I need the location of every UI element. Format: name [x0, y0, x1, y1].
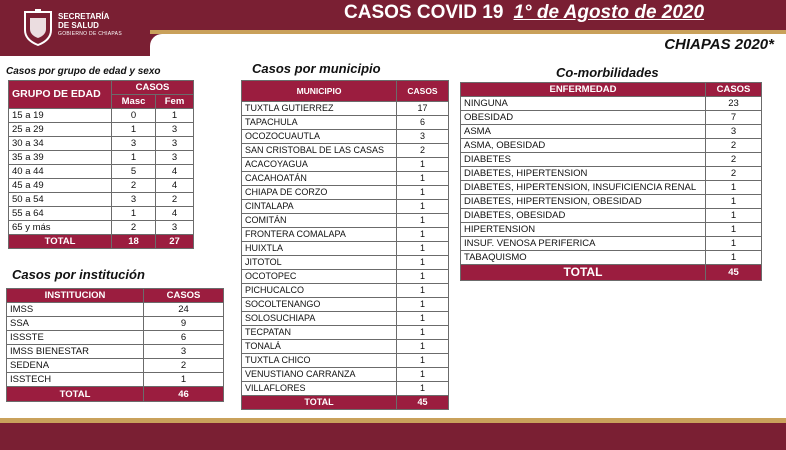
- row-label: IMSS: [7, 303, 144, 317]
- table-row: [7, 303, 224, 317]
- row-value: 1: [397, 242, 449, 256]
- row-label: ISSSTE: [7, 331, 144, 345]
- row-label: 55 a 64: [9, 207, 112, 221]
- table-row: [461, 251, 762, 265]
- municipio-title: Casos por municipio: [252, 61, 381, 76]
- row-label: TAPACHULA: [242, 116, 397, 130]
- row-value: 1: [397, 172, 449, 186]
- row-value: 6: [144, 331, 224, 345]
- row-label: SOCOLTENANGO: [242, 298, 397, 312]
- edad-table: [8, 80, 194, 249]
- row-value: 1: [397, 298, 449, 312]
- table-row: [242, 382, 449, 396]
- table-row: [242, 270, 449, 284]
- row-value: 2: [706, 153, 762, 167]
- row-value: 3: [112, 137, 156, 151]
- table-row: [7, 331, 224, 345]
- row-value: 1: [112, 123, 156, 137]
- table-row: [242, 284, 449, 298]
- logo-line-2: DE SALUD: [58, 21, 99, 30]
- row-label: CHIAPA DE CORZO: [242, 186, 397, 200]
- row-label: JITOTOL: [242, 256, 397, 270]
- row-value: 1: [706, 195, 762, 209]
- row-label: DIABETES, HIPERTENSION, INSUFICIENCIA RENAL: [461, 181, 706, 195]
- table-row: [7, 317, 224, 331]
- row-value: 1: [706, 237, 762, 251]
- row-value: 1: [397, 284, 449, 298]
- row-value: 1: [156, 109, 194, 123]
- table-row: [9, 193, 194, 207]
- row-value: 9: [144, 317, 224, 331]
- state-label: CHIAPAS 2020*: [664, 36, 774, 53]
- table-row: [242, 144, 449, 158]
- col-casos: CASOS: [112, 81, 194, 95]
- row-value: 0: [112, 109, 156, 123]
- col-casos: CASOS: [706, 83, 762, 97]
- table-row: [242, 130, 449, 144]
- row-value: 3: [156, 221, 194, 235]
- municipio-table: [241, 80, 449, 410]
- row-value: 2: [397, 144, 449, 158]
- row-label: 50 a 54: [9, 193, 112, 207]
- total-label: TOTAL: [9, 235, 112, 249]
- row-label: ASMA: [461, 125, 706, 139]
- row-label: DIABETES, HIPERTENSION: [461, 167, 706, 181]
- row-value: 1: [397, 368, 449, 382]
- table-row: [9, 165, 194, 179]
- table-row: [242, 116, 449, 130]
- row-label: OCOTOPEC: [242, 270, 397, 284]
- col-municipio: MUNICIPIO: [242, 81, 397, 102]
- row-value: 1: [397, 200, 449, 214]
- row-value: 3: [397, 130, 449, 144]
- row-value: 1: [706, 209, 762, 223]
- row-label: ACACOYAGUA: [242, 158, 397, 172]
- table-row: [242, 256, 449, 270]
- row-value: 1: [397, 354, 449, 368]
- table-row: [9, 109, 194, 123]
- row-value: 2: [112, 221, 156, 235]
- row-value: 5: [112, 165, 156, 179]
- table-row: [242, 186, 449, 200]
- row-value: 17: [397, 102, 449, 116]
- row-label: COMITÁN: [242, 214, 397, 228]
- row-value: 1: [397, 312, 449, 326]
- row-label: 25 a 29: [9, 123, 112, 137]
- table-row: [242, 312, 449, 326]
- row-label: SEDENA: [7, 359, 144, 373]
- edad-title: Casos por grupo de edad y sexo: [6, 66, 161, 77]
- row-value: 7: [706, 111, 762, 125]
- row-label: INSUF. VENOSA PERIFERICA: [461, 237, 706, 251]
- row-value: 3: [156, 151, 194, 165]
- row-label: TUXTLA CHICO: [242, 354, 397, 368]
- footer-bar: [0, 423, 786, 450]
- row-value: 3: [144, 345, 224, 359]
- col-casos: CASOS: [397, 81, 449, 102]
- row-value: 1: [397, 158, 449, 172]
- row-label: OBESIDAD: [461, 111, 706, 125]
- page-title: [344, 2, 704, 24]
- row-value: 1: [144, 373, 224, 387]
- row-value: 23: [706, 97, 762, 111]
- table-row: [9, 137, 194, 151]
- row-label: SOLOSUCHIAPA: [242, 312, 397, 326]
- row-value: 1: [397, 382, 449, 396]
- row-value: 4: [156, 179, 194, 193]
- comorbilidades-title: Co-morbilidades: [556, 65, 659, 80]
- row-label: TECPATAN: [242, 326, 397, 340]
- logo-line-1: SECRETARÍA: [58, 12, 110, 21]
- row-label: 35 a 39: [9, 151, 112, 165]
- row-label: OCOZOCUAUTLA: [242, 130, 397, 144]
- row-value: 1: [397, 326, 449, 340]
- row-value: 3: [112, 193, 156, 207]
- row-value: 1: [706, 223, 762, 237]
- col-grupo: GRUPO DE EDAD: [9, 81, 112, 109]
- row-label: SSA: [7, 317, 144, 331]
- table-row: [242, 158, 449, 172]
- row-label: 15 a 19: [9, 109, 112, 123]
- row-value: 2: [706, 167, 762, 181]
- table-row: [461, 237, 762, 251]
- table-row: [461, 125, 762, 139]
- row-value: 1: [397, 256, 449, 270]
- table-row: [9, 151, 194, 165]
- table-row: [242, 102, 449, 116]
- row-label: 30 a 34: [9, 137, 112, 151]
- row-value: 3: [706, 125, 762, 139]
- row-label: 40 a 44: [9, 165, 112, 179]
- row-label: TONALÁ: [242, 340, 397, 354]
- table-row: [461, 209, 762, 223]
- col-fem: Fem: [156, 95, 194, 109]
- table-row: [9, 179, 194, 193]
- row-label: NINGUNA: [461, 97, 706, 111]
- row-label: VENUSTIANO CARRANZA: [242, 368, 397, 382]
- table-row: [242, 242, 449, 256]
- table-row: [461, 153, 762, 167]
- row-value: 4: [156, 165, 194, 179]
- row-value: 1: [397, 340, 449, 354]
- total-label: TOTAL: [242, 396, 397, 410]
- row-value: 4: [156, 207, 194, 221]
- row-value: 1: [112, 151, 156, 165]
- title-date: 1° de Agosto de 2020: [513, 2, 705, 23]
- row-label: 45 a 49: [9, 179, 112, 193]
- row-value: 24: [144, 303, 224, 317]
- row-value: 1: [706, 181, 762, 195]
- col-institucion: INSTITUCION: [7, 289, 144, 303]
- row-label: PICHUCALCO: [242, 284, 397, 298]
- table-row: [242, 214, 449, 228]
- table-row: [242, 298, 449, 312]
- table-row: [242, 172, 449, 186]
- row-value: 1: [112, 207, 156, 221]
- row-value: 6: [397, 116, 449, 130]
- row-value: 3: [156, 123, 194, 137]
- row-label: IMSS BIENESTAR: [7, 345, 144, 359]
- row-label: DIABETES, OBESIDAD: [461, 209, 706, 223]
- table-row: [7, 373, 224, 387]
- row-label: VILLAFLORES: [242, 382, 397, 396]
- table-row: [9, 207, 194, 221]
- row-label: CACAHOATÁN: [242, 172, 397, 186]
- row-label: FRONTERA COMALAPA: [242, 228, 397, 242]
- row-label: CINTALAPA: [242, 200, 397, 214]
- table-row: [461, 181, 762, 195]
- row-value: 3: [156, 137, 194, 151]
- table-row: [461, 111, 762, 125]
- row-label: TABAQUISMO: [461, 251, 706, 265]
- row-label: HUIXTLA: [242, 242, 397, 256]
- row-value: 1: [397, 214, 449, 228]
- col-casos: CASOS: [144, 289, 224, 303]
- total-value: 46: [144, 387, 224, 402]
- row-value: 1: [397, 186, 449, 200]
- table-row: [461, 195, 762, 209]
- row-value: 2: [144, 359, 224, 373]
- table-row: [242, 368, 449, 382]
- table-row: [7, 345, 224, 359]
- table-row: [461, 139, 762, 153]
- table-row: [461, 167, 762, 181]
- row-label: HIPERTENSION: [461, 223, 706, 237]
- table-row: [461, 223, 762, 237]
- table-row: [242, 228, 449, 242]
- row-label: ASMA, OBESIDAD: [461, 139, 706, 153]
- row-label: TUXTLA GUTIERREZ: [242, 102, 397, 116]
- title-main: CASOS COVID 19: [344, 2, 504, 23]
- col-masc: Masc: [112, 95, 156, 109]
- row-label: ISSTECH: [7, 373, 144, 387]
- logo-text: [58, 12, 122, 39]
- col-enfermedad: ENFERMEDAD: [461, 83, 706, 97]
- total-fem: 27: [156, 235, 194, 249]
- table-row: [9, 221, 194, 235]
- total-value: 45: [397, 396, 449, 410]
- row-value: 2: [156, 193, 194, 207]
- table-row: [461, 97, 762, 111]
- row-value: 1: [706, 251, 762, 265]
- table-row: [242, 200, 449, 214]
- logo-line-3: GOBIERNO DE CHIAPAS: [58, 31, 122, 37]
- row-label: DIABETES: [461, 153, 706, 167]
- total-label: TOTAL: [7, 387, 144, 402]
- table-row: [242, 340, 449, 354]
- institucion-table: [6, 288, 224, 402]
- row-label: 65 y más: [9, 221, 112, 235]
- total-value: 45: [706, 265, 762, 281]
- row-value: 1: [397, 270, 449, 284]
- table-row: [7, 359, 224, 373]
- row-label: DIABETES, HIPERTENSION, OBESIDAD: [461, 195, 706, 209]
- total-masc: 18: [112, 235, 156, 249]
- institucion-title: Casos por institución: [12, 267, 145, 282]
- row-value: 2: [112, 179, 156, 193]
- total-label: TOTAL: [461, 265, 706, 281]
- row-value: 1: [397, 228, 449, 242]
- row-value: 2: [706, 139, 762, 153]
- table-row: [9, 123, 194, 137]
- table-row: [242, 326, 449, 340]
- table-row: [242, 354, 449, 368]
- comorbilidades-table: [460, 82, 762, 281]
- row-label: SAN CRISTOBAL DE LAS CASAS: [242, 144, 397, 158]
- state-seal-icon: [22, 8, 54, 46]
